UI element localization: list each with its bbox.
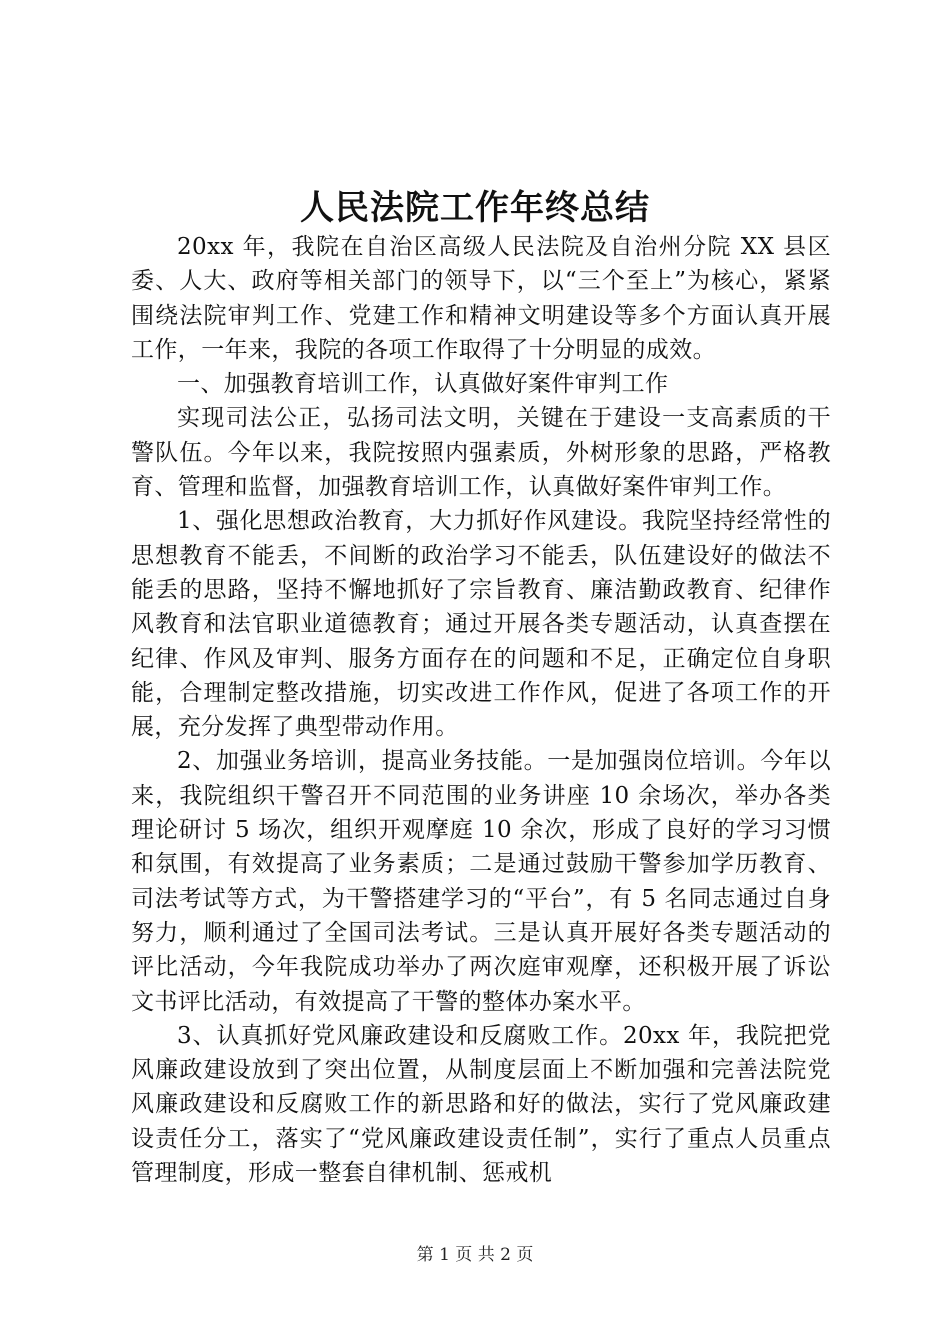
- page-footer: 第 1 页 共 2 页: [416, 1245, 534, 1265]
- item-1-paragraph: 1、强化思想政治教育，大力抓好作风建设。我院坚持经常性的思想教育不能丢，不间断的政治学习不能丢，队伍建设好的做法不能丢的思路，坚持不懈地抓好了宗旨教育、廉洁勤政教育、纪律作风教育和法官职业道德教育；通过开展各类专题活动，认真查摆在纪律、作风及审判、服务方面存在的问题和不足，正确定位自身职能，合理制定整改措施，切实改进工作作风，促进了各项工作的开展，充分发挥了典型带动作用。: [131, 508, 831, 741]
- document-title: 人民法院工作年终总结: [300, 188, 650, 228]
- intro-paragraph: 20xx 年，我院在自治区高级人民法院及自治州分院 XX 县区委、人大、政府等相关部门的领导下，以“三个至上”为核心，紧紧围绕法院审判工作、党建工作和精神文明建设等多个方面认真开展工作，一年来，我院的各项工作取得了十分明显的成效。: [131, 234, 831, 363]
- section-heading: 一、加强教育培训工作，认真做好案件审判工作: [177, 371, 669, 398]
- document-body: [131, 230, 831, 1190]
- item-2-paragraph: 2、加强业务培训，提高业务技能。一是加强岗位培训。今年以来，我院组织干警召开不同范围的业务讲座 10 余场次，举办各类理论研讨 5 场次，组织开观摩庭 10 余次，形成了良好的学习习惯和氛围，有效提高了业务素质；二是通过鼓励干警参加学历教育、司法考试等方式，为干警搭建学习的“平台”，有 5 名同志通过自身努力，顺利通过了全国司法考试。三是认真开展好各类专题活动的评比活动，今年我院成功举办了两次庭审观摩，还积极开展了诉讼文书评比活动，有效提高了干警的整体办案水平。: [131, 748, 831, 1015]
- section-intro-paragraph: 实现司法公正，弘扬司法文明，关键在于建设一支高素质的干警队伍。今年以来，我院按照内强素质，外树形象的思路，严格教育、管理和监督，加强教育培训工作，认真做好案件审判工作。: [131, 405, 831, 501]
- item-3-paragraph: 3、认真抓好党风廉政建设和反腐败工作。20xx 年，我院把党风廉政建设放到了突出位置，从制度层面上不断加强和完善法院党风廉政建设和反腐败工作的新思路和好的做法，实行了党风廉政建设责任分工，落实了“党风廉政建设责任制”，实行了重点人员重点管理制度，形成一整套自律机制、惩戒机: [131, 1022, 831, 1187]
